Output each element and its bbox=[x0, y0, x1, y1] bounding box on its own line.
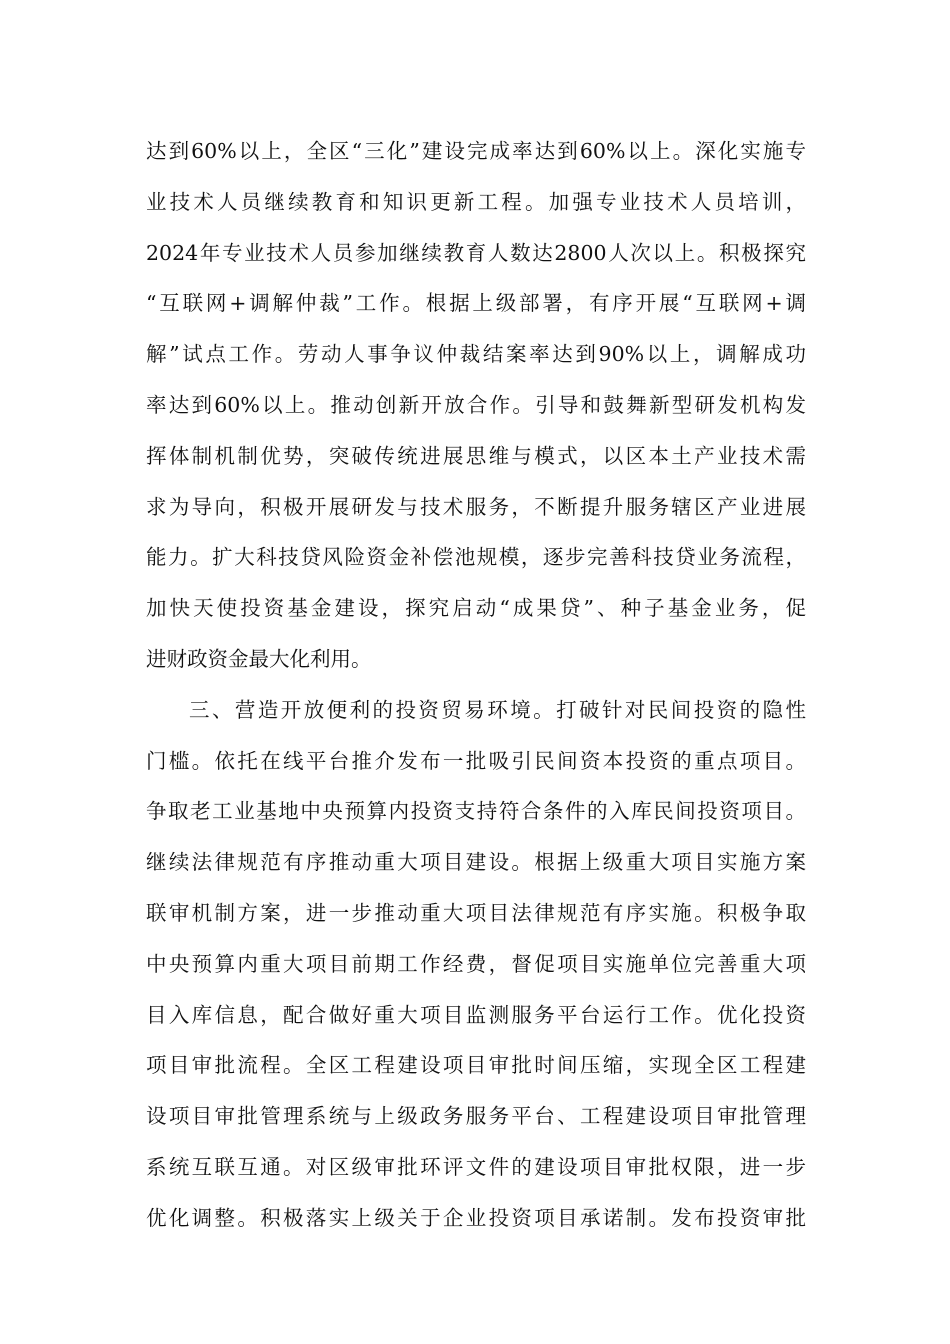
text-line: 项目审批流程。全区工程建设项目审批时间压缩，实现全区工程建 bbox=[146, 1053, 806, 1078]
text-line: 加快天使投资基金建设，探究启动“成果贷”、种子基金业务，促 bbox=[146, 596, 806, 621]
text-line: 2024年专业技术人员参加继续教育人数达2800人次以上。积极探究 bbox=[146, 240, 806, 265]
text-line: “互联网+调解仲裁”工作。根据上级部署，有序开展“互联网+调 bbox=[146, 291, 806, 316]
text-line: 率达到60%以上。推动创新开放合作。引导和鼓舞新型研发机构发 bbox=[146, 392, 806, 417]
text-line: 系统互联互通。对区级审批环评文件的建设项目审批权限，进一步 bbox=[146, 1154, 806, 1179]
text-line: 争取老工业基地中央预算内投资支持符合条件的入库民间投资项目。 bbox=[146, 799, 806, 824]
text-line: 挥体制机制优势，突破传统进展思维与模式，以区本土产业技术需 bbox=[146, 443, 806, 468]
text-line: 解”试点工作。劳动人事争议仲裁结案率达到90%以上，调解成功 bbox=[146, 342, 806, 367]
text-line: 继续法律规范有序推动重大项目建设。根据上级重大项目实施方案 bbox=[146, 850, 806, 875]
paragraph-end-line: 进财政资金最大化利用。 bbox=[146, 646, 372, 671]
text-line: 能力。扩大科技贷风险资金补偿池规模，逐步完善科技贷业务流程， bbox=[146, 545, 806, 570]
text-line: 目入库信息，配合做好重大项目监测服务平台运行工作。优化投资 bbox=[146, 1002, 806, 1027]
text-line: 中央预算内重大项目前期工作经费，督促项目实施单位完善重大项 bbox=[146, 951, 806, 976]
text-line: 联审机制方案，进一步推动重大项目法律规范有序实施。积极争取 bbox=[146, 900, 806, 925]
text-line: 达到60%以上，全区“三化”建设完成率达到60%以上。深化实施专 bbox=[146, 139, 806, 163]
text-line: 门槛。依托在线平台推介发布一批吸引民间资本投资的重点项目。 bbox=[146, 748, 806, 773]
text-line: 优化调整。积极落实上级关于企业投资项目承诺制。发布投资审批 bbox=[146, 1205, 806, 1230]
text-line: 业技术人员继续教育和知识更新工程。加强专业技术人员培训， bbox=[146, 189, 806, 214]
text-line: 求为导向，积极开展研发与技术服务，不断提升服务辖区产业进展 bbox=[146, 494, 806, 519]
section-heading-line: 三、营造开放便利的投资贸易环境。打破针对民间投资的隐性 bbox=[189, 697, 806, 722]
text-line: 设项目审批管理系统与上级政务服务平台、工程建设项目审批管理 bbox=[146, 1104, 806, 1129]
body-text bbox=[146, 126, 806, 1244]
